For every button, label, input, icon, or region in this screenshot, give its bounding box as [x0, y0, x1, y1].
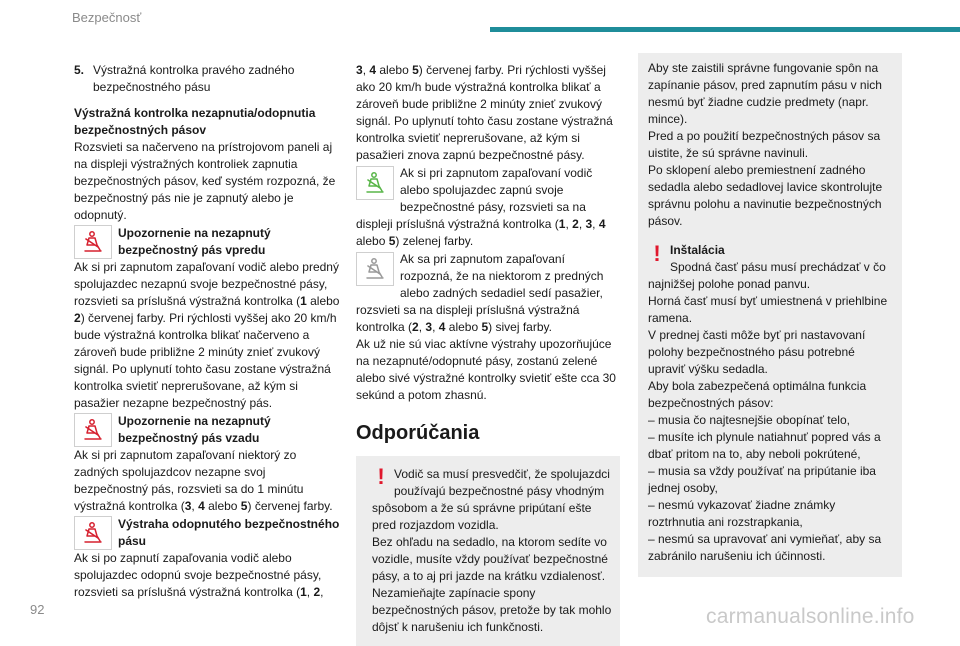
text: ,	[578, 217, 586, 231]
text: Ak sa pri zapnutom zapaľovaní rozpozná, že na niektorom z predných alebo zadných sedadiel sedí pasažier, rozsvieti sa na displeji príslušná výstražná kontrolka (	[356, 252, 604, 334]
lamp-number: 1	[558, 217, 566, 231]
text: alebo	[306, 294, 340, 308]
text: alebo	[204, 499, 241, 513]
seatbelt-grey-icon	[356, 252, 394, 286]
seatbelt-red-icon	[74, 516, 112, 550]
lamp-number: 5	[481, 320, 489, 334]
installation-text: Spodná časť pásu musí prechádzať v čo najnižšej polohe ponad panvu. Horná časť musí byť umiestnená v priehlbine ramena. V prednej časti môže byť pri nastavovaní polohy bezpečnostného pásu potrebné upraviť výšku sedadla. Aby bola zabezpečená optimálna funkcia bezpečnostných pásov: – musia čo najtesnejšie obopínať telo, – musíte ich plynule natiahnuť popred vás a dbať pritom na to, aby neboli pokrútené, – musia sa vždy používať na pripútanie iba jednej osoby, – nesmú vykazovať žiadne známky roztrhnutia ani rozstrapkania, – nesmú sa upravovať ani vymieňať, aby sa zabránilo narušeniu ich účinnosti.	[648, 260, 888, 563]
block-title: Upozornenie na nezapnutý bezpečnostný pás vpredu	[118, 226, 271, 257]
lamp-number: 4	[198, 499, 205, 513]
recommendation-box	[356, 456, 620, 646]
text: ) sivej farby.	[488, 320, 552, 334]
lamp-number: 2	[74, 311, 81, 325]
lamp-number: 4	[369, 63, 377, 77]
exclamation-icon: !	[377, 464, 385, 489]
text: ,	[565, 217, 573, 231]
installation-title: Inštalácia	[670, 243, 725, 257]
lamp-number: 2	[412, 320, 419, 334]
list-item-5	[74, 62, 340, 96]
text: ) červenej farby. Pri rýchlosti vyššej ako 20 km/h bude výstražná kontrolka blikať načerveno a zároveň bude približne 2 minúty znieť zvukový signál. Po uplynutí tohto času zostane výstražná kontrolka svietiť neprerušovane, až kým si pasažier nezapne bezpečnostný pás.	[74, 311, 337, 410]
seatbelt-red-icon	[74, 413, 112, 447]
paragraph	[74, 447, 340, 515]
text: ,	[362, 63, 370, 77]
text: ) zelenej farby.	[395, 234, 474, 248]
header-accent-bar	[490, 27, 960, 32]
lamp-number: 3	[184, 499, 192, 513]
lamp-number: 1	[300, 294, 307, 308]
seatbelt-green-icon	[356, 166, 394, 200]
lamp-number: 5	[240, 499, 248, 513]
paragraph	[356, 251, 620, 336]
text: alebo	[445, 320, 482, 334]
block-title: Upozornenie na nezapnutý bezpečnostný pás vzadu	[118, 414, 271, 445]
lamp-number: 3	[356, 63, 363, 77]
front-warning-block	[74, 225, 340, 259]
watermark: carmanualsonline.info	[706, 605, 915, 628]
text: Ak si pri zapnutom zapaľovaní niektorý zo zadných spolujazdcov nezapne svoj bezpečnostný pás, rozsvieti sa do 1 minútu výstražná kontrolka (	[74, 448, 304, 513]
lamp-number: 1	[300, 585, 307, 599]
text: ,	[432, 320, 439, 334]
text: ,	[320, 585, 324, 599]
paragraph	[356, 62, 620, 164]
section-heading: Výstražná kontrolka nezapnutia/odopnutia bezpečnostných pásov	[74, 106, 316, 137]
text: alebo	[376, 63, 413, 77]
lamp-number: 2	[313, 585, 321, 599]
text: Ak si pri zapnutom zapaľovaní vodič alebo predný spolujazdec nezapnú svoje bezpečnostné pásy, rozsvieti sa príslušná výstražná kontrolka (	[74, 260, 339, 308]
info-box	[638, 53, 902, 240]
text: ) červenej farby. Pri rýchlosti vyššej ako 20 km/h bude výstražná kontrolka blikať a zároveň bude približne 2 minúty znieť zvukový signál. Po uplynutí tohto času zostane výstražná kontrolka svietiť neprerušovane, až kým si pasažieri znova zapnú bezpečnostné pásy.	[356, 63, 613, 162]
recommendation-text: Vodič sa musí presvedčiť, že spolujazdci používajú bezpečnostné pásy vhodným spôsobom a že sú správne pripútaní ešte pred rozjazdom vozidla. Bez ohľadu na sedadlo, na ktorom sedíte vo vozidle, musíte vždy používať bezpečnostné pásy, a to aj pri jazde na krátku vzdialenosť. Nezamieňajte zapínacie spony bezpečnostných pásov, pretože by tak mohlo dôjsť k narušeniu ich funkčnosti.	[372, 467, 612, 634]
list-item-number: 5.	[74, 63, 85, 77]
lamp-number: 5	[388, 234, 396, 248]
lamp-number: 3	[585, 217, 593, 231]
section-title: Odporúčania	[356, 422, 480, 444]
text: ,	[592, 217, 599, 231]
paragraph	[74, 550, 340, 601]
installation-box	[638, 236, 902, 577]
lamp-number: 4	[598, 217, 606, 231]
running-header: Bezpečnosť	[72, 10, 142, 25]
list-item-text: Výstražná kontrolka pravého zadného bezpečnostného pásu	[93, 63, 295, 94]
column-2	[356, 62, 620, 646]
rear-warning-block	[74, 413, 340, 447]
paragraph	[356, 165, 620, 250]
text: ,	[306, 585, 314, 599]
unbuckle-warning-block	[74, 516, 340, 550]
lamp-number: 5	[412, 63, 419, 77]
text: Ak si po zapnutí zapaľovania vodič alebo spolujazdec odopnú svoje bezpečnostné pásy, rozsvieti sa príslušná výstražná kontrolka (	[74, 551, 322, 599]
lamp-number: 3	[425, 320, 433, 334]
page-number: 92	[30, 602, 45, 617]
text: ) červenej farby.	[247, 499, 333, 513]
seatbelt-red-icon	[74, 225, 112, 259]
text: ,	[418, 320, 426, 334]
text: ,	[191, 499, 199, 513]
paragraph: Rozsvieti sa načerveno na prístrojovom paneli aj na displeji výstražných kontroliek zapnutia bezpečnostných pásov, keď systém rozpozná, že bezpečnostný pás nie je zapnutý alebo je odopnutý.	[74, 140, 336, 222]
paragraph: Ak už nie sú viac aktívne výstrahy upozorňujúce na nezapnuté/odopnuté pásy, zostanú zelené alebo sivé výstražné kontrolky svietiť ešte cca 30 sekúnd a potom zhasnú.	[356, 337, 616, 402]
paragraph	[74, 259, 340, 412]
block-title: Výstraha odopnutého bezpečnostného pásu	[118, 517, 340, 548]
exclamation-icon: !	[653, 241, 661, 266]
column-1	[74, 62, 340, 601]
lamp-number: 2	[572, 217, 579, 231]
info-box-text: Aby ste zaistili správne fungovanie spôn na zapínanie pásov, pred zapnutím pásu v nich nesmú byť žiadne cudzie predmety (napr. mince). Pred a po použití bezpečnostných pásov sa uistite, že sú správne navinuli. Po sklopení alebo premiestnení zadného sedadla alebo sedadlovej lavice skontrolujte správnu polohu a navinutie bezpečnostných pásov.	[648, 61, 883, 228]
lamp-number: 4	[438, 320, 446, 334]
text: Ak si pri zapnutom zapaľovaní vodič alebo spolujazdec zapnú svoje bezpečnostné pásy, rozsvieti sa na displeji príslušná výstražná kontrolka (	[356, 166, 593, 231]
text: alebo	[356, 234, 389, 248]
